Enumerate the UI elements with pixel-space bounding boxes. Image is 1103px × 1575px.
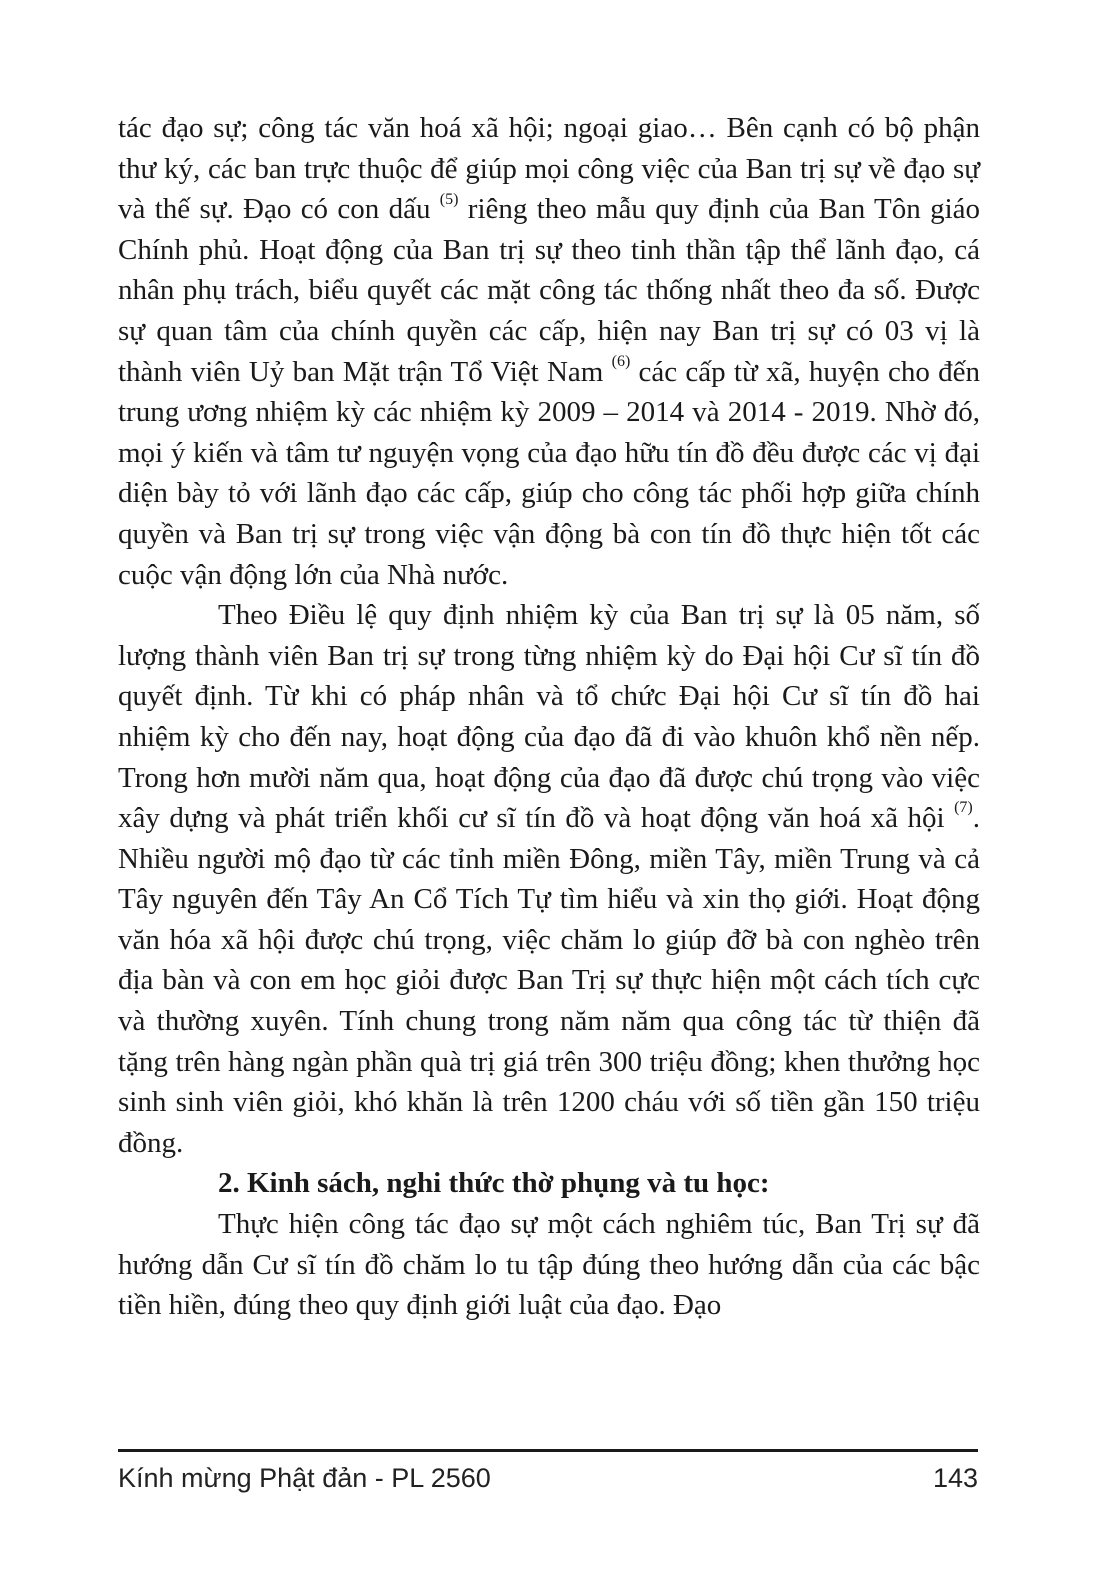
page-number: 143 <box>932 1463 978 1493</box>
footer-title: Kính mừng Phật đản - PL 2560 <box>118 1463 491 1493</box>
paragraph-3: Thực hiện công tác đạo sự một cách nghiêm túc, Ban Trị sự đã hướng dẫn Cư sĩ tín đồ chăm lo tu tập đúng theo hướng dẫn của các bậc tiền hiền, đúng theo quy định giới luật của đạo. Đạo <box>118 1208 980 1322</box>
footnote-ref-6[interactable]: (6) <box>611 352 631 370</box>
footnote-ref-7[interactable]: (7) <box>954 799 973 817</box>
section-heading: 2. Kinh sách, nghi thức thờ phụng và tu học: <box>218 1167 770 1200</box>
page-body <box>118 108 980 1326</box>
paragraph-1-text-a: tác đạo sự; công tác văn hoá xã hội; ngoại giao… Bên cạnh có bộ phận thư ký, các ban trực thuộc để giúp mọi công việc của Ban trị sự về đạo sự và thế sự. Đạo có con dấu <box>118 112 980 226</box>
footer-divider <box>118 1449 978 1452</box>
paragraph-2 <box>118 595 980 1163</box>
paragraph-2-text-a: Theo Điều lệ quy định nhiệm kỳ của Ban trị sự là 05 năm, số lượng thành viên Ban trị sự trong từng nhiệm kỳ do Đại hội Cư sĩ tín đồ quyết định. Từ khi có pháp nhân và tổ chức Đại hội Cư sĩ tín đồ hai nhiệm kỳ cho đến nay, hoạt động của đạo đã đi vào khuôn khổ nền nếp. Trong hơn mười năm qua, hoạt động của đạo đã được chú trọng vào việc xây dựng và phát triển khối cư sĩ tín đồ và hoạt động văn hoá xã hội <box>118 599 980 835</box>
paragraph-1-text-b: riêng theo mẫu quy định của Ban Tôn giáo Chính phủ. Hoạt động của Ban trị sự theo tinh thần tập thể lãnh đạo, cá nhân phụ trách, biểu quyết các mặt công tác thống nhất theo đa số. Được sự quan tâm của chính quyền các cấp, hiện nay Ban trị sự có 03 vị là thành viên Uỷ ban Mặt trận Tổ Việt Nam <box>118 193 981 388</box>
footnote-ref-5[interactable]: (5) <box>439 190 459 208</box>
paragraph-1 <box>118 108 980 595</box>
paragraph-1-text-c: các cấp từ xã, huyện cho đến trung ương nhiệm kỳ các nhiệm kỳ 2009 – 2014 và 2014 - 2019. Nhờ đó, mọi ý kiến và tâm tư nguyện vọng của đạo hữu tín đồ đều được các vị đại diện bày tỏ với lãnh đạo các cấp, giúp cho công tác phối hợp giữa chính quyền và Ban trị sự trong việc vận động bà con tín đồ thực hiện tốt các cuộc vận động lớn của Nhà nước. <box>118 355 981 591</box>
paragraph-2-text-b: . Nhiều người mộ đạo từ các tỉnh miền Đông, miền Tây, miền Trung và cả Tây nguyên đến Tây An Cổ Tích Tự tìm hiểu và xin thọ giới. Hoạt động văn hóa xã hội được chú trọng, việc chăm lo giúp đỡ bà con nghèo trên địa bàn và con em học giỏi được Ban Trị sự thực hiện một cách tích cực và thường xuyên. Tính chung trong năm năm qua công tác từ thiện đã tặng trên hàng ngàn phần quà trị giá trên 300 triệu đồng; khen thưởng học sinh sinh viên giỏi, khó khăn là trên 1200 cháu với số tiền gần 150 triệu đồng. <box>118 802 980 1159</box>
